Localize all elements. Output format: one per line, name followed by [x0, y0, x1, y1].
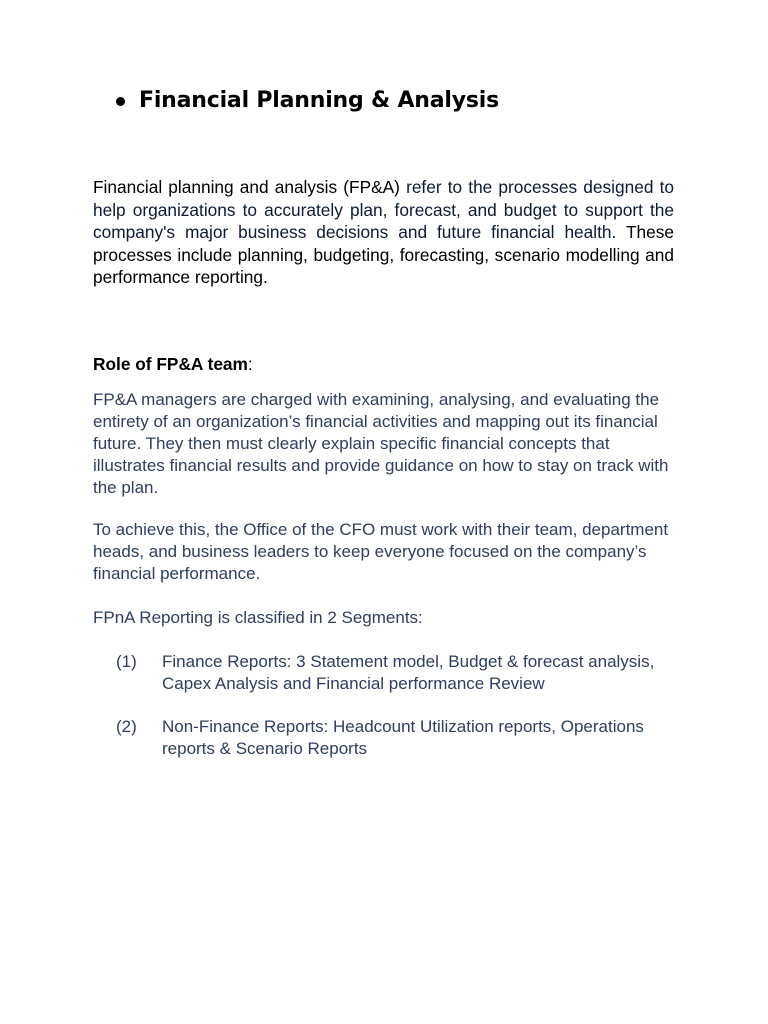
list-number: (2) — [116, 717, 137, 736]
heading-text: Financial Planning & Analysis — [139, 88, 500, 113]
list-number: (1) — [116, 652, 137, 671]
role-colon: : — [247, 354, 253, 374]
list-text: Non-Finance Reports: Headcount Utilization reports, Operations reports & Scenario Reports — [162, 717, 644, 758]
bullet-icon — [116, 97, 125, 106]
intro-text-1: Financial planning and analysis (FP&A) — [93, 177, 400, 197]
list-item — [116, 651, 686, 695]
role-heading — [93, 354, 253, 375]
role-title: Role of FP&A team — [93, 354, 248, 374]
intro-text-2: refer to the processes designed to help organizations to accurately plan, forecast, and budget to support the company's major business decisions and future financial health — [93, 177, 674, 243]
paragraph-role-description: FP&A managers are charged with examining, analysing, and evaluating the entirety of an organization’s financial activities and mapping out its financial future. They then must clearly explain specific financial concepts that illustrates financial results and provide guidance on how to stay on track with the plan. — [93, 390, 669, 497]
paragraph-cfo: To achieve this, the Office of the CFO must work with their team, department heads, and business leaders to keep everyone focused on the company’s financial performance. — [93, 520, 669, 583]
intro-text-3: . These processes include planning, budgeting, forecasting, scenario modelling and performance reporting. — [93, 222, 674, 288]
intro-paragraph — [93, 176, 674, 289]
list-item — [116, 716, 686, 760]
list-text: Finance Reports: 3 Statement model, Budget & forecast analysis, Capex Analysis and Financial performance Review — [162, 652, 655, 693]
paragraph-segments: FPnA Reporting is classified in 2 Segments: — [93, 608, 423, 627]
section-heading — [116, 88, 499, 113]
